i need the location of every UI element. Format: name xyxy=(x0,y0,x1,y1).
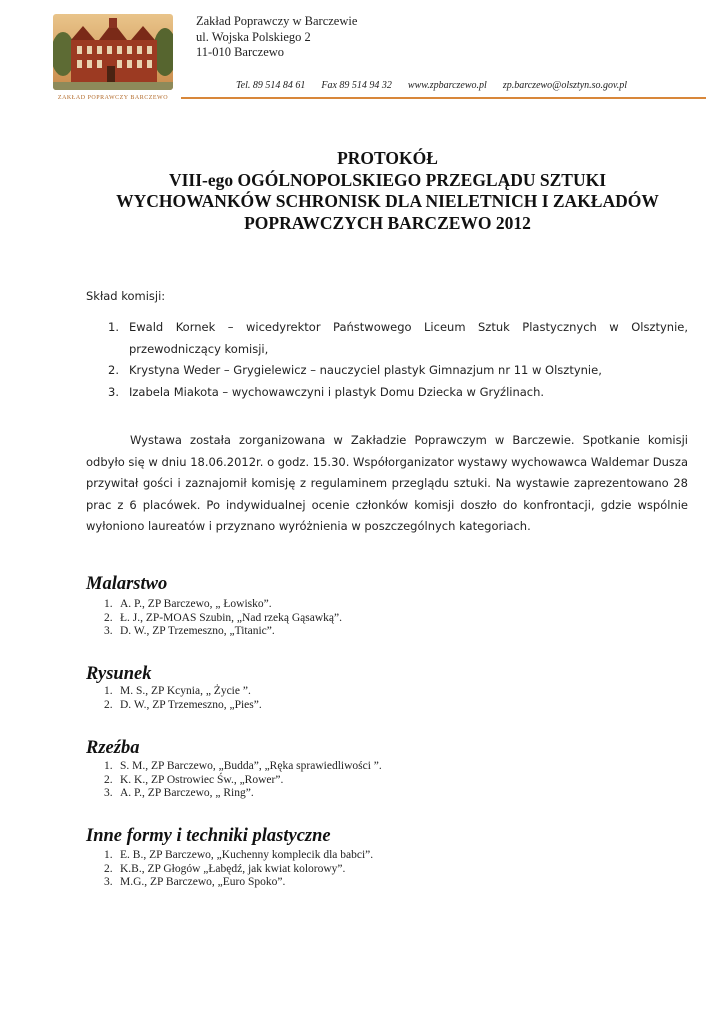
list-item xyxy=(104,787,382,801)
item-number: 3. xyxy=(108,384,119,399)
item-text: A. P., ZP Barczewo, „ Łowisko”. xyxy=(120,598,272,610)
website-link[interactable]: www.zpbarczewo.pl xyxy=(407,80,487,91)
list-item xyxy=(104,625,342,639)
item-text: D. W., ZP Trzemeszno, „Pies”. xyxy=(120,698,262,711)
section-list xyxy=(104,849,373,890)
fax-number: Fax 89 514 94 32 xyxy=(321,80,392,91)
list-item xyxy=(108,360,688,382)
header-divider xyxy=(181,97,706,99)
item-number: 2. xyxy=(104,698,113,711)
item-text: D. W., ZP Trzemeszno, „Titanic”. xyxy=(120,625,275,637)
section-heading: Rysunek xyxy=(86,664,152,684)
list-item xyxy=(104,774,382,788)
phone-number: Tel. 89 514 84 61 xyxy=(236,80,306,91)
list-item xyxy=(104,863,373,877)
institution-address xyxy=(196,14,357,61)
section-list xyxy=(104,760,382,801)
item-text: Krystyna Weder – Grygielewicz – nauczyciel plastyk Gimnazjum nr 11 w Olsztynie, xyxy=(129,363,602,377)
item-number: 2. xyxy=(104,773,113,786)
list-item xyxy=(104,598,342,612)
item-text: M. S., ZP Kcynia, „ Życie ”. xyxy=(120,685,251,697)
committee-list xyxy=(108,317,688,403)
logo-caption: ZAKŁAD POPRAWCZY BARCZEWO xyxy=(57,95,169,101)
list-item xyxy=(108,317,688,360)
title-line: WYCHOWANKÓW SCHRONISK DLA NIELETNICH I ZAKŁADÓW xyxy=(116,191,659,211)
item-text: S. M., ZP Barczewo, „Budda”, „Ręka sprawiedliwości ”. xyxy=(120,760,382,772)
item-number: 1. xyxy=(104,849,113,861)
list-item xyxy=(104,876,373,890)
document-title xyxy=(90,148,685,234)
item-number: 1. xyxy=(104,685,113,697)
item-number: 2. xyxy=(104,611,113,624)
contact-line xyxy=(236,80,627,91)
item-text: K.B., ZP Głogów „Łabędź, jak kwiat kolorowy”. xyxy=(120,862,346,875)
item-number: 3. xyxy=(104,876,113,888)
list-item xyxy=(104,699,262,713)
item-text: E. B., ZP Barczewo, „Kuchenny komplecik dla babci”. xyxy=(120,849,374,861)
section-heading: Rzeźba xyxy=(86,738,140,758)
item-number: 2. xyxy=(104,862,113,875)
item-text: M.G., ZP Barczewo, „Euro Spoko”. xyxy=(120,876,286,888)
list-item xyxy=(104,849,373,863)
title-line: PROTOKÓŁ xyxy=(337,148,438,168)
building-photo-icon xyxy=(53,14,173,90)
section-list xyxy=(104,685,262,712)
body-paragraph: Wystawa została zorganizowana w Zakładzie Poprawczym w Barczewie. Spotkanie komisji odbyło się w dniu 18.06.2012r. o godz. 15.30. Współorganizator wystawy wychowawca Waldemar Dusza przywitał gości i zaznajomił komisję z regulaminem przeglądu sztuki. Na wystawie zaprezentowano 28 prac z 6 placówek. Po indywidualnej ocenie członków komisji doszło do konfrontacji, gdzie wspólnie wyłoniono laureatów i przyznano wyróżnienia w poszczególnych kategoriach. xyxy=(86,433,688,534)
list-item xyxy=(104,685,262,699)
item-number: 1. xyxy=(108,320,119,334)
institution-logo xyxy=(53,14,173,106)
item-number: 1. xyxy=(104,760,113,772)
section-heading: Malarstwo xyxy=(86,574,168,594)
section-heading: Inne formy i techniki plastyczne xyxy=(86,826,331,846)
title-line: VIII-ego OGÓLNOPOLSKIEGO PRZEGLĄDU SZTUKI xyxy=(168,169,607,190)
item-number: 3. xyxy=(104,625,113,637)
item-text: A. P., ZP Barczewo, „ Ring”. xyxy=(120,787,254,799)
list-item xyxy=(104,612,342,626)
item-text: Ł. J., ZP-MOAS Szubin, „Nad rzeką Gąsawką”. xyxy=(120,611,342,624)
item-text: K. K., ZP Ostrowiec Św., „Rower”. xyxy=(120,773,284,786)
address-line: Zakład Poprawczy w Barczewie xyxy=(196,14,358,28)
item-text: Ewald Kornek – wicedyrektor Państwowego Liceum Sztuk Plastycznych w Olsztynie, przewodniczący komisji, xyxy=(129,320,688,356)
item-number: 1. xyxy=(104,598,113,610)
email-link[interactable]: zp.barczewo@olsztyn.so.gov.pl xyxy=(502,80,628,91)
list-item xyxy=(108,382,688,404)
address-line: 11-010 Barczewo xyxy=(196,45,285,59)
committee-label: Skład komisji: xyxy=(86,289,166,303)
title-line: POPRAWCZYCH BARCZEWO 2012 xyxy=(244,212,531,233)
list-item xyxy=(104,760,382,774)
section-list xyxy=(104,598,342,639)
address-line: ul. Wojska Polskiego 2 xyxy=(196,29,311,44)
item-text: Izabela Miakota – wychowawczyni i plastyk Domu Dziecka w Gryźlinach. xyxy=(129,384,545,399)
item-number: 2. xyxy=(108,363,119,377)
item-number: 3. xyxy=(104,787,113,799)
